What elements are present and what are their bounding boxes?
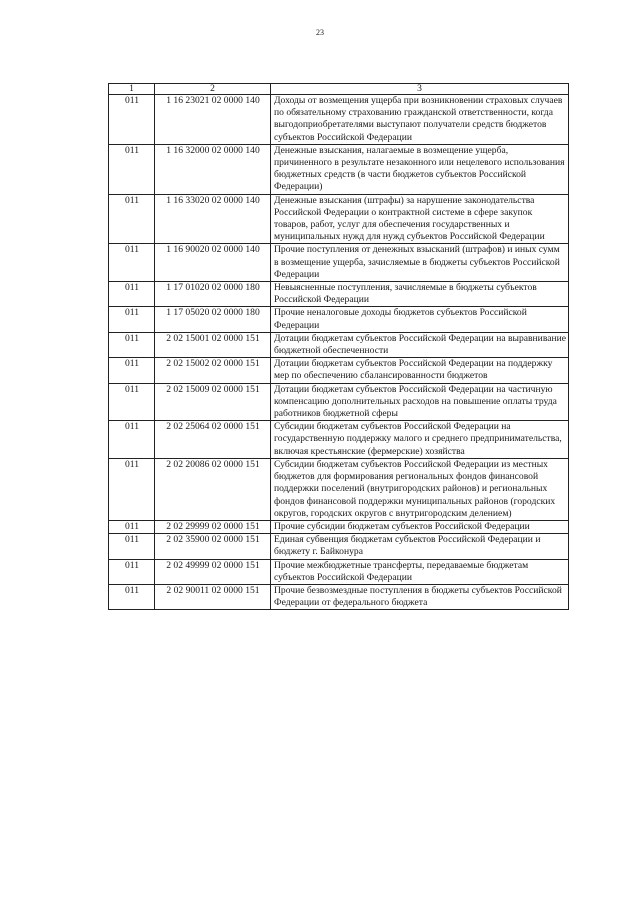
table-row: [109, 534, 569, 559]
admin-code-cell: 011: [109, 458, 155, 520]
budget-classification-code-cell: 1 16 23021 02 0000 140: [155, 95, 271, 145]
budget-classification-code-cell: 2 02 49999 02 0000 151: [155, 559, 271, 584]
revenue-name-cell: Дотации бюджетам субъектов Российской Федерации на выравнивание бюджетной обеспеченности: [271, 332, 569, 357]
table-row: [109, 421, 569, 459]
revenue-name-cell: Дотации бюджетам субъектов Российской Федерации на поддержку мер по обеспечению сбалансированности бюджетов: [271, 358, 569, 383]
column-header-1: 1: [109, 84, 155, 95]
admin-code-cell: 011: [109, 383, 155, 421]
table-row: [109, 559, 569, 584]
column-header-3: 3: [271, 84, 569, 95]
revenue-name-cell: Денежные взыскания (штрафы) за нарушение законодательства Российской Федерации о контрактной системе в сфере закупок товаров, работ, услуг для обеспечения государственных и муниципальных нужд для нужд субъектов Российской Федерации: [271, 194, 569, 244]
budget-classification-code-cell: 1 17 05020 02 0000 180: [155, 307, 271, 332]
revenue-name-cell: Невыясненные поступления, зачисляемые в бюджеты субъектов Российской Федерации: [271, 282, 569, 307]
budget-classification-code-cell: 2 02 35900 02 0000 151: [155, 534, 271, 559]
revenue-name-cell: Доходы от возмещения ущерба при возникновении страховых случаев по обязательному страхованию гражданской ответственности, когда выгодоприобретателями выступают получатели средств бюджетов субъектов Российской Федерации: [271, 95, 569, 145]
table-row: [109, 584, 569, 609]
table-row: [109, 282, 569, 307]
table-row: [109, 194, 569, 244]
revenue-name-cell: Прочие неналоговые доходы бюджетов субъектов Российской Федерации: [271, 307, 569, 332]
table-row: [109, 358, 569, 383]
revenue-name-cell: Прочие межбюджетные трансферты, передаваемые бюджетам субъектов Российской Федерации: [271, 559, 569, 584]
admin-code-cell: 011: [109, 307, 155, 332]
admin-code-cell: 011: [109, 559, 155, 584]
budget-classification-code-cell: 1 16 90020 02 0000 140: [155, 244, 271, 282]
revenue-name-cell: Прочие поступления от денежных взысканий (штрафов) и иных сумм в возмещение ущерба, зачисляемые в бюджеты субъектов Российской Федерации: [271, 244, 569, 282]
admin-code-cell: 011: [109, 358, 155, 383]
table-header-row: [109, 84, 569, 95]
admin-code-cell: 011: [109, 144, 155, 194]
admin-code-cell: 011: [109, 520, 155, 533]
budget-classification-code-cell: 1 17 01020 02 0000 180: [155, 282, 271, 307]
budget-classification-code-cell: 2 02 20086 02 0000 151: [155, 458, 271, 520]
table-row: [109, 458, 569, 520]
table-row: [109, 307, 569, 332]
revenue-name-cell: Субсидии бюджетам субъектов Российской Федерации на государственную поддержку малого и среднего предпринимательства, включая крестьянские (фермерские) хозяйства: [271, 421, 569, 459]
table-body: [109, 95, 569, 610]
revenue-name-cell: Денежные взыскания, налагаемые в возмещение ущерба, причиненного в результате незаконного или нецелевого использования бюджетных средств (в части бюджетов субъектов Российской Федерации): [271, 144, 569, 194]
admin-code-cell: 011: [109, 421, 155, 459]
budget-classification-code-cell: 2 02 90011 02 0000 151: [155, 584, 271, 609]
column-header-2: 2: [155, 84, 271, 95]
budget-classification-code-cell: 2 02 15009 02 0000 151: [155, 383, 271, 421]
admin-code-cell: 011: [109, 282, 155, 307]
admin-code-cell: 011: [109, 244, 155, 282]
admin-code-cell: 011: [109, 194, 155, 244]
revenue-name-cell: Прочие безвозмездные поступления в бюджеты субъектов Российской Федерации от федерального бюджета: [271, 584, 569, 609]
table-row: [109, 520, 569, 533]
budget-classification-code-cell: 1 16 32000 02 0000 140: [155, 144, 271, 194]
admin-code-cell: 011: [109, 584, 155, 609]
budget-classification-code-cell: 2 02 15001 02 0000 151: [155, 332, 271, 357]
table-row: [109, 95, 569, 145]
budget-classification-code-cell: 2 02 29999 02 0000 151: [155, 520, 271, 533]
revenue-name-cell: Дотации бюджетам субъектов Российской Федерации на частичную компенсацию дополнительных расходов на повышение оплаты труда работников бюджетной сферы: [271, 383, 569, 421]
revenue-classification-table: [108, 83, 569, 610]
table-row: [109, 332, 569, 357]
table-row: [109, 383, 569, 421]
admin-code-cell: 011: [109, 95, 155, 145]
table-row: [109, 244, 569, 282]
admin-code-cell: 011: [109, 534, 155, 559]
revenue-name-cell: Единая субвенция бюджетам субъектов Российской Федерации и бюджету г. Байконура: [271, 534, 569, 559]
budget-classification-code-cell: 1 16 33020 02 0000 140: [155, 194, 271, 244]
revenue-name-cell: Субсидии бюджетам субъектов Российской Федерации из местных бюджетов для формирования региональных фондов финансовой поддержки поселений (внутригородских районов) и региональных фондов финансовой поддержки муниципальных районов (городских округов, городских округов с внутригородским делением): [271, 458, 569, 520]
revenue-name-cell: Прочие субсидии бюджетам субъектов Российской Федерации: [271, 520, 569, 533]
budget-classification-code-cell: 2 02 15002 02 0000 151: [155, 358, 271, 383]
budget-classification-code-cell: 2 02 25064 02 0000 151: [155, 421, 271, 459]
table-row: [109, 144, 569, 194]
admin-code-cell: 011: [109, 332, 155, 357]
page-number: 23: [316, 28, 324, 37]
